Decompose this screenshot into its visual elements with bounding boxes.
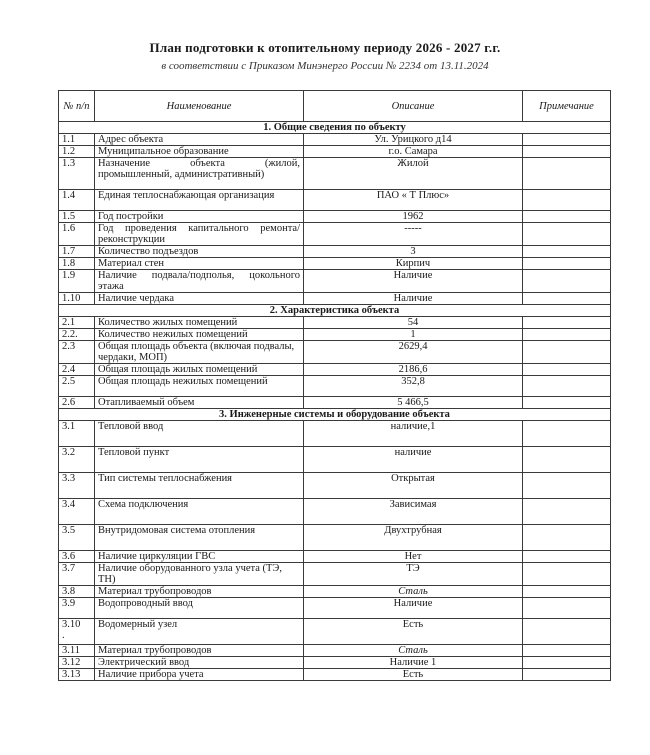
row-note	[523, 246, 611, 258]
row-no: 1.1	[59, 134, 95, 146]
row-no: 3.12	[59, 657, 95, 669]
table-row	[59, 447, 611, 473]
row-desc: 1962	[304, 211, 523, 223]
row-desc: 54	[304, 317, 523, 329]
row-note	[523, 619, 611, 645]
section-title: 2. Характеристика объекта	[59, 305, 611, 317]
row-name: Внутридомовая система отопления	[95, 525, 304, 551]
table-row	[59, 563, 611, 586]
row-note	[523, 270, 611, 293]
row-name: Материал трубопроводов	[95, 645, 304, 657]
row-name: Тепловой пункт	[95, 447, 304, 473]
row-no: 1.8	[59, 258, 95, 270]
row-note	[523, 258, 611, 270]
table-row	[59, 586, 611, 598]
row-desc: Жилой	[304, 158, 523, 190]
table-row	[59, 473, 611, 499]
row-no: 1.5	[59, 211, 95, 223]
row-desc: ПАО « Т Плюс»	[304, 190, 523, 211]
row-note	[523, 134, 611, 146]
row-desc: 352,8	[304, 376, 523, 397]
row-desc: Ул. Урицкого д14	[304, 134, 523, 146]
row-no: 3.9	[59, 598, 95, 619]
row-name: Тепловой ввод	[95, 421, 304, 447]
table-row	[59, 270, 611, 293]
row-desc: Наличие	[304, 270, 523, 293]
row-note	[523, 293, 611, 305]
col-header-note: Примечание	[523, 91, 611, 122]
row-name: Наличие прибора учета	[95, 669, 304, 681]
row-name: Наличие подвала/подполья, цокольного этажа	[95, 270, 304, 293]
row-no: 1.6	[59, 223, 95, 246]
table-row	[59, 364, 611, 376]
row-desc: Наличие	[304, 293, 523, 305]
table-row	[59, 146, 611, 158]
row-no: 3.2	[59, 447, 95, 473]
table-row	[59, 329, 611, 341]
col-header-no: № п/п	[59, 91, 95, 122]
row-name: Схема подключения	[95, 499, 304, 525]
row-note	[523, 317, 611, 329]
section-row	[59, 409, 611, 421]
section-row	[59, 122, 611, 134]
row-no: 1.4	[59, 190, 95, 211]
row-name: Водопроводный ввод	[95, 598, 304, 619]
row-desc: Наличие	[304, 598, 523, 619]
row-no: 2.1	[59, 317, 95, 329]
table-row	[59, 657, 611, 669]
row-note	[523, 211, 611, 223]
row-name: Наличие циркуляции ГВС	[95, 551, 304, 563]
row-desc: ТЭ	[304, 563, 523, 586]
table-row	[59, 669, 611, 681]
col-header-name: Наименование	[95, 91, 304, 122]
table-row	[59, 376, 611, 397]
row-note	[523, 447, 611, 473]
row-no: 2.2.	[59, 329, 95, 341]
row-note	[523, 376, 611, 397]
row-name: Общая площадь нежилых помещений	[95, 376, 304, 397]
table-row	[59, 258, 611, 270]
row-no: 1.3	[59, 158, 95, 190]
row-no: 3.4	[59, 499, 95, 525]
row-desc: Кирпич	[304, 258, 523, 270]
table-row	[59, 158, 611, 190]
row-no: 3.3	[59, 473, 95, 499]
row-name: Материал трубопроводов	[95, 586, 304, 598]
row-desc: -----	[304, 223, 523, 246]
row-note	[523, 341, 611, 364]
col-header-desc: Описание	[304, 91, 523, 122]
table-row	[59, 645, 611, 657]
row-desc: наличие	[304, 447, 523, 473]
row-note	[523, 223, 611, 246]
table-row	[59, 598, 611, 619]
row-note	[523, 329, 611, 341]
row-name: Электрический ввод	[95, 657, 304, 669]
section-title: 3. Инженерные системы и оборудование объекта	[59, 409, 611, 421]
row-desc: 5 466,5	[304, 397, 523, 409]
section-title: 1. Общие сведения по объекту	[59, 122, 611, 134]
document-title: План подготовки к отопительному периоду 2026 - 2027 г.г.	[149, 40, 501, 55]
row-name: Материал стен	[95, 258, 304, 270]
row-desc: 3	[304, 246, 523, 258]
row-note	[523, 473, 611, 499]
document-subtitle: в соответствии с Приказом Минэнерго России № 2234 от 13.11.2024	[161, 60, 489, 72]
row-desc: Сталь	[304, 586, 523, 598]
row-note	[523, 364, 611, 376]
row-desc: г.о. Самара	[304, 146, 523, 158]
table-header-row	[59, 91, 611, 122]
table-row	[59, 525, 611, 551]
row-name: Наличие чердака	[95, 293, 304, 305]
table-row	[59, 499, 611, 525]
row-note	[523, 669, 611, 681]
row-desc: Зависимая	[304, 499, 523, 525]
row-name: Назначение объекта (жилой, промышленный, административный)	[95, 158, 304, 190]
table-row	[59, 397, 611, 409]
row-desc: Сталь	[304, 645, 523, 657]
row-no: 2.5	[59, 376, 95, 397]
row-name: Общая площадь объекта (включая подвалы, чердаки, МОП)	[95, 341, 304, 364]
row-no: 1.7	[59, 246, 95, 258]
row-no: 1.10	[59, 293, 95, 305]
row-no: 3.13	[59, 669, 95, 681]
table-row	[59, 341, 611, 364]
table-row	[59, 551, 611, 563]
row-no: 3.5	[59, 525, 95, 551]
row-note	[523, 146, 611, 158]
row-no: 1.2	[59, 146, 95, 158]
row-no: 3.1	[59, 421, 95, 447]
row-note	[523, 657, 611, 669]
row-desc: Есть	[304, 619, 523, 645]
table-row	[59, 223, 611, 246]
row-note	[523, 563, 611, 586]
table-row	[59, 317, 611, 329]
row-note	[523, 158, 611, 190]
table-row	[59, 211, 611, 223]
row-desc: Есть	[304, 669, 523, 681]
row-name: Год постройки	[95, 211, 304, 223]
row-desc: 2629,4	[304, 341, 523, 364]
row-name: Единая теплоснабжающая организация	[95, 190, 304, 211]
row-name: Год проведения капитального ремонта/реконструкции	[95, 223, 304, 246]
table-row	[59, 619, 611, 645]
row-no: 1.9	[59, 270, 95, 293]
table-row	[59, 421, 611, 447]
row-desc: Наличие 1	[304, 657, 523, 669]
row-name: Количество жилых помещений	[95, 317, 304, 329]
table-row	[59, 190, 611, 211]
table-row	[59, 293, 611, 305]
heating-plan-table	[58, 90, 611, 681]
row-note	[523, 190, 611, 211]
row-name: Тип системы теплоснабжения	[95, 473, 304, 499]
row-name: Общая площадь жилых помещений	[95, 364, 304, 376]
row-name: Количество подъездов	[95, 246, 304, 258]
row-note	[523, 525, 611, 551]
row-no: 3.8	[59, 586, 95, 598]
row-note	[523, 598, 611, 619]
row-name: Количество нежилых помещений	[95, 329, 304, 341]
row-name: Водомерный узел	[95, 619, 304, 645]
row-note	[523, 645, 611, 657]
row-note	[523, 586, 611, 598]
row-no: 2.4	[59, 364, 95, 376]
row-note	[523, 397, 611, 409]
row-note	[523, 551, 611, 563]
row-desc: Открытая	[304, 473, 523, 499]
row-no: 3.11	[59, 645, 95, 657]
row-note	[523, 499, 611, 525]
table-row	[59, 134, 611, 146]
table-row	[59, 246, 611, 258]
row-name: Муниципальное образование	[95, 146, 304, 158]
row-desc: 1	[304, 329, 523, 341]
row-no: 3.7	[59, 563, 95, 586]
row-desc: 2186,6	[304, 364, 523, 376]
row-name: Отапливаемый объем	[95, 397, 304, 409]
row-note	[523, 421, 611, 447]
row-desc: Двухтрубная	[304, 525, 523, 551]
row-no: 3.10 .	[59, 619, 95, 645]
row-desc: наличие,1	[304, 421, 523, 447]
row-name: Адрес объекта	[95, 134, 304, 146]
section-row	[59, 305, 611, 317]
row-desc: Нет	[304, 551, 523, 563]
row-no: 3.6	[59, 551, 95, 563]
row-no: 2.3	[59, 341, 95, 364]
row-name: Наличие оборудованного узла учета (ТЭ, ТН)	[95, 563, 304, 586]
row-no: 2.6	[59, 397, 95, 409]
